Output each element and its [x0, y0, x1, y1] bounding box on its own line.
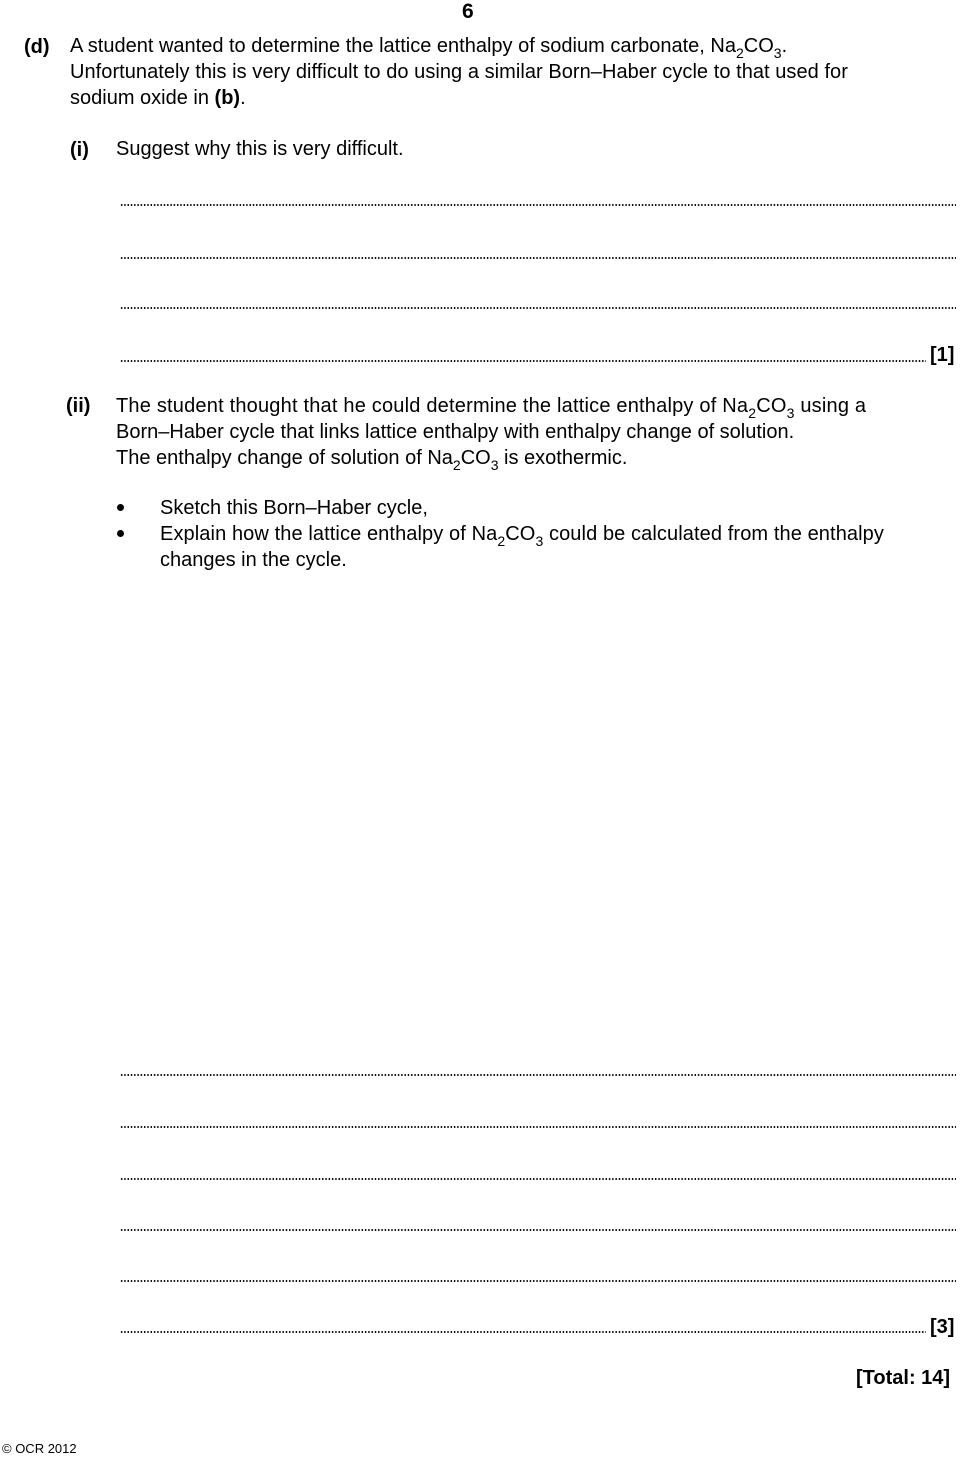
part-ii-line-3-text: The enthalpy change of solution of Na [116, 447, 453, 469]
question-d-line-3 [70, 85, 246, 111]
punctuation: . [781, 35, 788, 57]
formula-part: CO [460, 447, 491, 469]
part-i-question: Suggest why this is very difficult. [116, 138, 404, 160]
subscript: 3 [786, 405, 795, 421]
formula-part: CO [505, 523, 536, 545]
bullet-2-line-2: changes in the cycle. [160, 549, 347, 571]
part-b-reference: (b) [214, 87, 241, 109]
bullet-2-line-1 [160, 521, 884, 548]
question-d-line-3-text: sodium oxide in [70, 87, 215, 109]
subscript: 2 [748, 405, 757, 421]
part-ii-line-2: Born–Haber cycle that links lattice enthalpy with enthalpy change of solution. [116, 421, 795, 443]
question-d-line-1 [70, 33, 787, 60]
subscript: 2 [452, 457, 461, 473]
answer-line[interactable] [120, 1125, 956, 1129]
total-marks: [Total: 14] [856, 1367, 951, 1389]
part-ii-label: (ii) [66, 395, 91, 417]
bullet-icon [117, 504, 124, 511]
bullet-1-text: Sketch this Born–Haber cycle, [160, 497, 428, 519]
page-number: 6 [462, 0, 474, 23]
answer-line[interactable] [120, 1330, 926, 1334]
answer-line[interactable] [120, 1228, 956, 1232]
answer-line[interactable] [120, 1279, 956, 1283]
punctuation: . [240, 87, 246, 109]
part-i-label: (i) [70, 139, 89, 161]
bullet-2-text: Explain how the lattice enthalpy of Na [160, 523, 498, 545]
bullet-2-end: could be calculated from the enthalpy [543, 523, 885, 545]
question-d-line-2: Unfortunately this is very difficult to do using a similar Born–Haber cycle to that used for [70, 61, 848, 83]
subscript: 2 [735, 45, 744, 61]
bullet-icon [117, 530, 124, 537]
answer-line[interactable] [120, 203, 956, 207]
part-i-mark: [1] [930, 344, 955, 366]
part-ii-mark: [3] [930, 1316, 955, 1338]
part-ii-line-3 [116, 445, 627, 472]
copyright-footer: © OCR 2012 [2, 1441, 77, 1456]
subscript: 3 [773, 45, 782, 61]
part-ii-line-1-end: using a [794, 395, 867, 417]
formula-part: CO [756, 395, 787, 417]
answer-line[interactable] [120, 306, 956, 310]
part-ii-line-1-text: The student thought that he could determine the lattice enthalpy of Na [116, 395, 749, 417]
question-d-label: (d) [24, 36, 50, 58]
subscript: 3 [490, 457, 499, 473]
part-ii-line-1 [116, 393, 866, 420]
answer-line[interactable] [120, 256, 956, 260]
part-ii-line-3-end: is exothermic. [498, 447, 628, 469]
answer-line[interactable] [120, 1177, 956, 1181]
formula-part: CO [743, 35, 774, 57]
subscript: 3 [535, 533, 544, 549]
question-d-line-1-text: A student wanted to determine the lattice enthalpy of sodium carbonate, Na [70, 35, 736, 57]
answer-line[interactable] [120, 359, 926, 363]
answer-line[interactable] [120, 1073, 956, 1077]
subscript: 2 [497, 533, 506, 549]
